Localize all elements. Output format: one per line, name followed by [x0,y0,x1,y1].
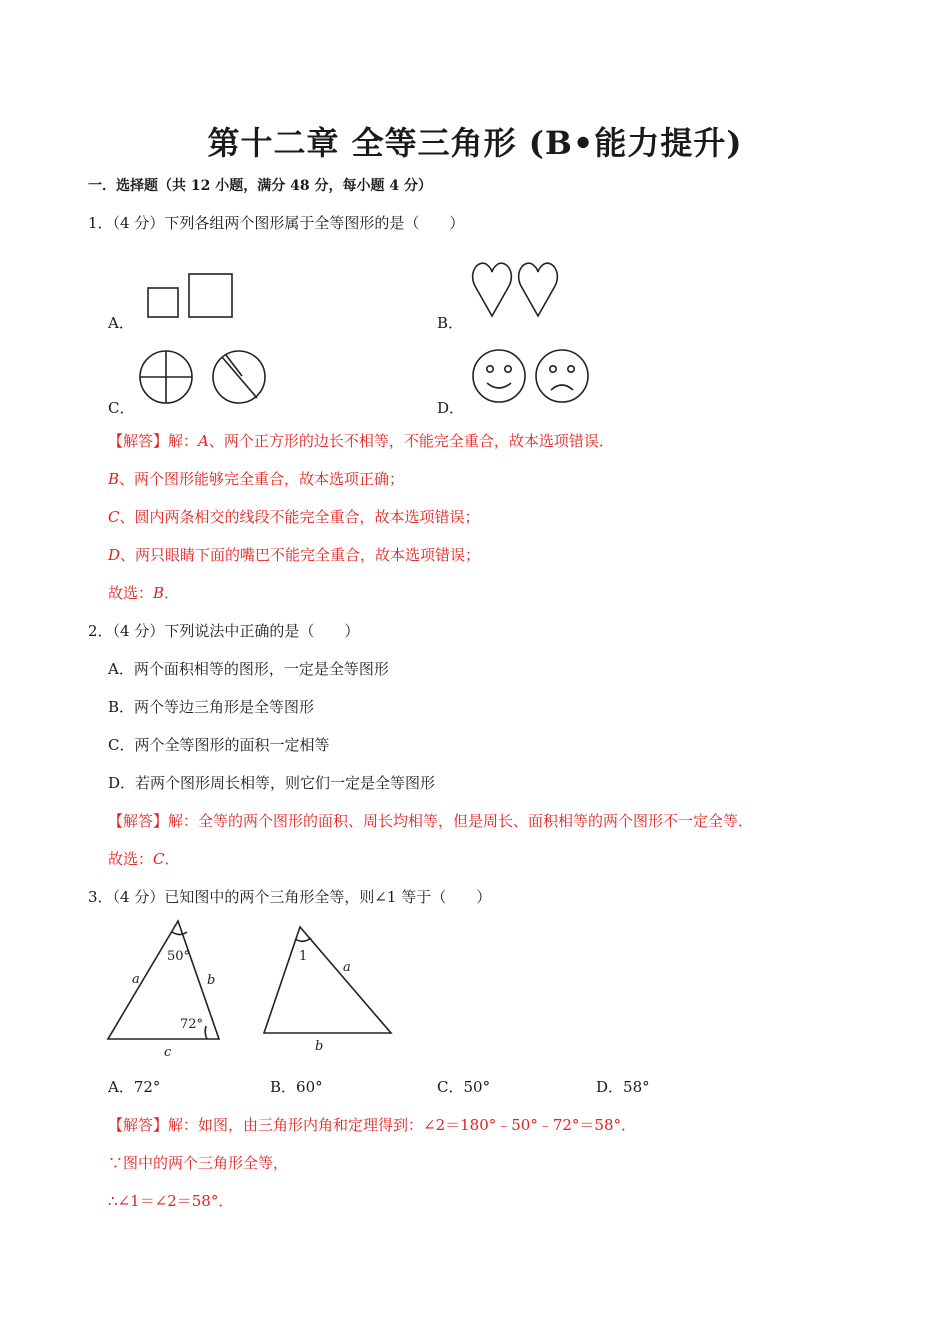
q3-answer-line-2: ∵图中的两个三角形全等， [108,1154,289,1172]
side-label-left: a [132,972,140,987]
q1-option-b-label: B． [437,314,464,332]
q1-answer-choice: 故选：B． [108,584,180,602]
q2-answer-line-1: 【解答】解：全等的两个图形的面积、周长均相等，但是周长、面积相等的两个图形不一定全等． [108,812,754,830]
angle-arc-top [295,938,311,941]
q2-option-b: B．两个等边三角形是全等图形 [108,698,315,716]
side-label-right: b [207,973,216,988]
angle-label-top: 50° [167,949,191,964]
q3-option-c: C．50° [437,1078,491,1096]
q1-answer-line-2: B、两个图形能够完全重合，故本选项正确； [108,470,405,488]
q3-triangle-1 [100,918,230,1060]
q1-answer-line-3: C、圆内两条相交的线段不能完全重合，故本选项错误； [108,508,480,526]
angle-arc-right [205,1026,207,1039]
heart-shape [519,263,558,316]
q3-option-d: D．58° [596,1078,650,1096]
large-square [189,274,232,317]
triangle-outline [264,927,391,1033]
sad-face-icon [536,350,588,402]
q3-option-b: B．60° [270,1078,323,1096]
q1-option-d-label: D． [437,399,465,417]
heart-shape [473,263,512,316]
small-square [148,288,178,317]
q1-answer-line-1: 【解答】解：A、两个正方形的边长不相等，不能完全重合，故本选项错误． [108,432,614,450]
q1-answer-line-4: D、两只眼睛下面的嘴巴不能完全重合，故本选项错误； [108,546,481,564]
angle-label-1: 1 [299,949,308,964]
q3-answer-line-1: 【解答】解：如图，由三角形内角和定理得到：∠2＝180°﹣50°﹣72°＝58°． [108,1116,637,1134]
q1-option-c-label: C． [108,399,135,417]
q2-option-c: C．两个全等图形的面积一定相等 [108,736,330,754]
smiley-face-icon [473,350,525,402]
q3-answer-line-3: ∴∠1＝∠2＝58°． [108,1192,234,1210]
answer-tag: 【解答】 [108,1116,169,1134]
q1-option-d-faces [470,346,594,406]
side-label-right: a [343,960,351,975]
q2-option-d: D．若两个图形周长相等，则它们一定是全等图形 [108,774,436,792]
answer-tag: 【解答】 [108,432,169,450]
section-heading: 一．选择题（共 12 小题，满分 48 分，每小题 4 分） [88,178,432,194]
q3-triangle-2 [258,922,398,1058]
side-label-bottom: c [164,1045,172,1060]
q2-stem: 2．（4 分）下列说法中正确的是（ ） [88,622,360,640]
q3-stem: 3．（4 分）已知图中的两个三角形全等，则∠1 等于（ ） [88,888,492,906]
q1-option-b-hearts [470,258,565,320]
angle-arc-top [172,932,187,935]
angle-label-right: 72° [180,1017,204,1032]
q2-answer-choice: 故选：C． [108,850,180,868]
q1-option-c-circles [138,348,270,408]
q3-option-a: A．72° [108,1078,161,1096]
page-title: 第十二章 全等三角形 (B•能力提升) [207,124,743,162]
answer-tag: 【解答】 [108,812,169,830]
q1-stem: 1．（4 分）下列各组两个图形属于全等图形的是（ ） [88,214,465,232]
q1-option-a-squares [145,270,240,322]
q2-option-a: A．两个面积相等的图形，一定是全等图形 [108,660,389,678]
q1-option-a-label: A． [108,314,134,332]
side-label-bottom: b [315,1039,324,1054]
